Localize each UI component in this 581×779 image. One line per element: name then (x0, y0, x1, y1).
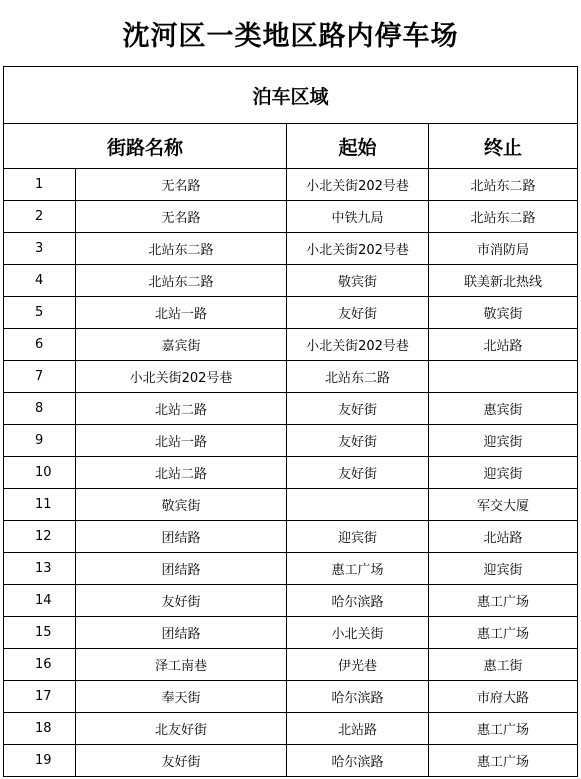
street-name-cell: 团结路 (76, 617, 287, 649)
row-number: 12 (4, 521, 76, 553)
street-name-cell: 无名路 (76, 201, 287, 233)
start-cell: 友好街 (287, 425, 429, 457)
start-cell: 哈尔滨路 (287, 745, 429, 777)
street-name-cell: 无名路 (76, 169, 287, 201)
table-row (4, 713, 578, 745)
end-cell: 惠工广场 (429, 713, 578, 745)
street-name-cell: 友好街 (76, 585, 287, 617)
end-cell: 北站路 (429, 521, 578, 553)
row-number: 7 (4, 361, 76, 393)
end-cell: 北站路 (429, 329, 578, 361)
row-number: 1 (4, 169, 76, 201)
start-cell (287, 489, 429, 521)
column-header-end: 终止 (429, 124, 578, 169)
row-number: 4 (4, 265, 76, 297)
table-row (4, 169, 578, 201)
end-cell: 市消防局 (429, 233, 578, 265)
table-row (4, 233, 578, 265)
row-number: 19 (4, 745, 76, 777)
table-row (4, 745, 578, 777)
end-cell: 军交大厦 (429, 489, 578, 521)
start-cell: 小北关街202号巷 (287, 329, 429, 361)
column-header-street: 街路名称 (4, 124, 287, 169)
row-number: 17 (4, 681, 76, 713)
parking-table (3, 66, 578, 777)
end-cell: 迎宾街 (429, 457, 578, 489)
table-row (4, 521, 578, 553)
end-cell: 联美新北热线 (429, 265, 578, 297)
street-name-cell: 嘉宾街 (76, 329, 287, 361)
street-name-cell: 团结路 (76, 553, 287, 585)
start-cell: 哈尔滨路 (287, 585, 429, 617)
row-number: 13 (4, 553, 76, 585)
table-row (4, 329, 578, 361)
table-row (4, 425, 578, 457)
row-number: 18 (4, 713, 76, 745)
end-cell: 惠工广场 (429, 617, 578, 649)
start-cell: 友好街 (287, 297, 429, 329)
table-row (4, 681, 578, 713)
column-header-row (4, 124, 578, 169)
start-cell: 友好街 (287, 457, 429, 489)
start-cell: 哈尔滨路 (287, 681, 429, 713)
start-cell: 北站路 (287, 713, 429, 745)
row-number: 6 (4, 329, 76, 361)
end-cell (429, 361, 578, 393)
table-row (4, 585, 578, 617)
row-number: 15 (4, 617, 76, 649)
street-name-cell: 奉天街 (76, 681, 287, 713)
column-header-start: 起始 (287, 124, 429, 169)
table-row (4, 265, 578, 297)
page-title: 沈河区一类地区路内停车场 (122, 20, 459, 52)
start-cell: 敬宾街 (287, 265, 429, 297)
end-cell: 敬宾街 (429, 297, 578, 329)
street-name-cell: 泽工南巷 (76, 649, 287, 681)
row-number: 10 (4, 457, 76, 489)
end-cell: 北站东二路 (429, 169, 578, 201)
start-cell: 迎宾街 (287, 521, 429, 553)
row-number: 9 (4, 425, 76, 457)
start-cell: 伊光巷 (287, 649, 429, 681)
table-row (4, 553, 578, 585)
start-cell: 小北关街202号巷 (287, 233, 429, 265)
street-name-cell: 北站一路 (76, 297, 287, 329)
table-row (4, 393, 578, 425)
end-cell: 迎宾街 (429, 425, 578, 457)
row-number: 3 (4, 233, 76, 265)
end-cell: 惠工广场 (429, 745, 578, 777)
end-cell: 北站东二路 (429, 201, 578, 233)
street-name-cell: 团结路 (76, 521, 287, 553)
table-row (4, 297, 578, 329)
end-cell: 迎宾街 (429, 553, 578, 585)
start-cell: 小北关街 (287, 617, 429, 649)
end-cell: 惠工广场 (429, 585, 578, 617)
start-cell: 小北关街202号巷 (287, 169, 429, 201)
row-number: 2 (4, 201, 76, 233)
street-name-cell: 北站东二路 (76, 265, 287, 297)
start-cell: 友好街 (287, 393, 429, 425)
street-name-cell: 北站二路 (76, 393, 287, 425)
table-row (4, 201, 578, 233)
end-cell: 惠工街 (429, 649, 578, 681)
area-header-row (4, 67, 578, 124)
street-name-cell: 北站一路 (76, 425, 287, 457)
table-row (4, 361, 578, 393)
end-cell: 惠宾街 (429, 393, 578, 425)
table-row (4, 457, 578, 489)
street-name-cell: 北站东二路 (76, 233, 287, 265)
street-name-cell: 小北关街202号巷 (76, 361, 287, 393)
row-number: 11 (4, 489, 76, 521)
row-number: 5 (4, 297, 76, 329)
start-cell: 中铁九局 (287, 201, 429, 233)
street-name-cell: 北站二路 (76, 457, 287, 489)
table-row (4, 489, 578, 521)
table-row (4, 649, 578, 681)
end-cell: 市府大路 (429, 681, 578, 713)
table-row (4, 617, 578, 649)
street-name-cell: 敬宾街 (76, 489, 287, 521)
start-cell: 惠工广场 (287, 553, 429, 585)
area-header: 泊车区域 (4, 67, 578, 124)
start-cell: 北站东二路 (287, 361, 429, 393)
row-number: 14 (4, 585, 76, 617)
street-name-cell: 北友好街 (76, 713, 287, 745)
row-number: 8 (4, 393, 76, 425)
row-number: 16 (4, 649, 76, 681)
street-name-cell: 友好街 (76, 745, 287, 777)
